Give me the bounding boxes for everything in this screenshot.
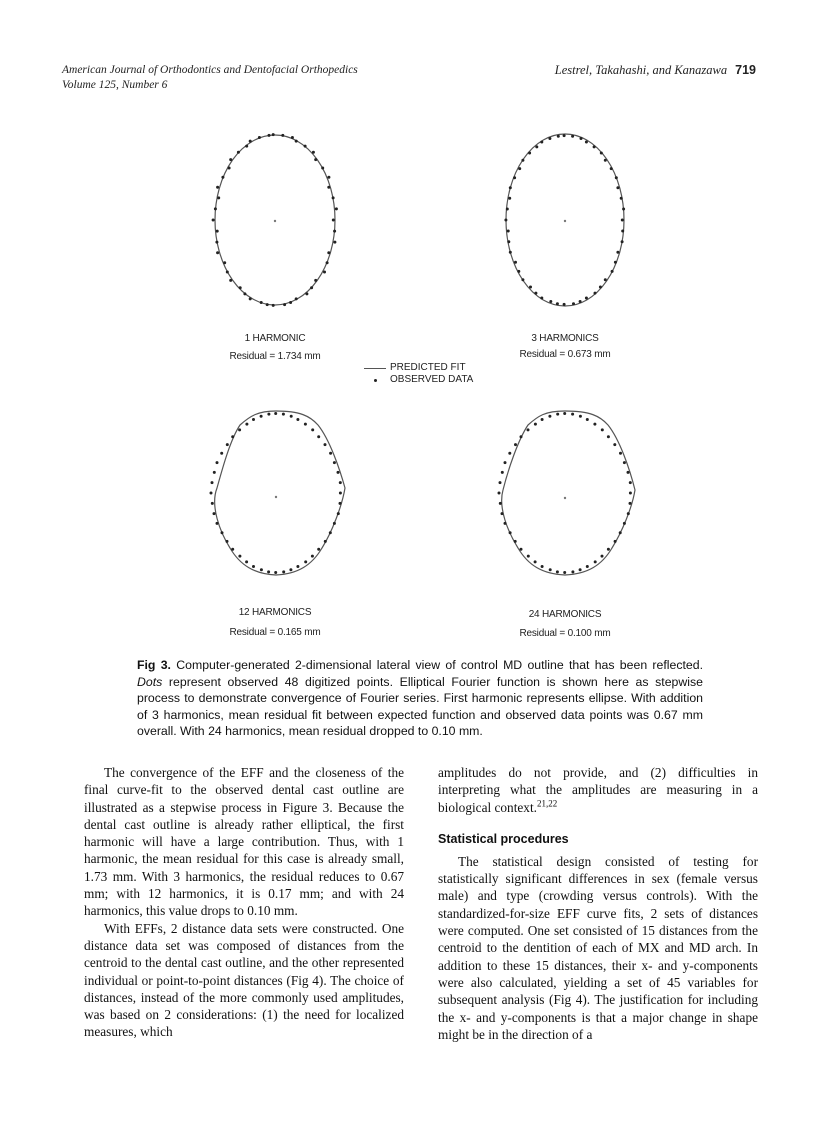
left-column bbox=[84, 764, 404, 1041]
panel-3-residual: Residual = 0.673 mm bbox=[519, 349, 611, 360]
citation: 21,22 bbox=[536, 798, 558, 809]
paragraph: With EFFs, 2 distance data sets were constructed. One distance data set was composed of distances from the centroid to the dental cast outline, and the other represented individual or point-to-point distances (Fig 4). The choice of distances, instead of the more commonly used amplitudes, was based on 2 considerations: (1) the need for localized measures, which bbox=[84, 920, 404, 1040]
paragraph-text: amplitudes do not provide, and (2) difficulties in interpreting what the amplitudes are measuring in a biological context. bbox=[438, 765, 758, 815]
figure-caption bbox=[137, 657, 703, 740]
caption-label: Fig 3. bbox=[137, 658, 171, 672]
authors: Lestrel, Takahashi, and Kanazawa bbox=[554, 63, 728, 77]
panel-12-harmonics bbox=[215, 411, 345, 575]
panel-12-title: 12 HARMONICS bbox=[238, 607, 312, 618]
paragraph bbox=[438, 764, 758, 816]
section-heading: Statistical procedures bbox=[438, 831, 569, 846]
legend-observed-data: OBSERVED DATA bbox=[390, 374, 474, 385]
panel-1-residual: Residual = 1.734 mm bbox=[229, 351, 321, 362]
figure-legend bbox=[360, 362, 473, 386]
panel-24-title: 24 HARMONICS bbox=[528, 609, 602, 620]
panel-12-residual: Residual = 0.165 mm bbox=[229, 627, 321, 638]
legend-predicted-fit: PREDICTED FIT bbox=[390, 362, 466, 373]
panel-24-residual: Residual = 0.100 mm bbox=[519, 628, 611, 639]
caption-text-2: represent observed 48 digitized points. Elliptical Fourier function is shown here as stepwise process to demonstrate convergence of Fourier series. First harmonic represents ellipse. With addition of 3 harmonics, mean residual fit between expected function and observed data points was 0.67 mm overall. With 24 harmonics, mean residual dropped to 0.10 mm. bbox=[137, 674, 703, 738]
panel-1-title: 1 HARMONIC bbox=[244, 333, 306, 344]
page-number: 719 bbox=[735, 63, 756, 77]
panel-3-title: 3 HARMONICS bbox=[531, 333, 599, 344]
right-column bbox=[438, 764, 758, 1043]
caption-text-1: Computer-generated 2-dimensional lateral view of control MD outline that has been reflected. bbox=[170, 658, 703, 672]
dot-icon bbox=[374, 379, 377, 382]
paragraph: The convergence of the EFF and the closeness of the final curve-fit to the observed dental cast outline are illustrated as a stepwise process in Figure 3. Because the dental cast outline is already rather elliptical, the first harmonic will have a large contribution. Thus, with 1 harmonic, the mean residual for this case is already small, 1.73 mm. With 3 harmonics, the residual reduces to 0.67 mm; with 12 harmonics, it is 0.17 mm; and with 24 harmonics, this value drops to 0.10 mm. bbox=[84, 765, 404, 919]
journal-volume: Volume 125, Number 6 bbox=[62, 79, 168, 91]
caption-italic: Dots bbox=[137, 674, 163, 689]
line-icon bbox=[364, 368, 386, 369]
journal-title: American Journal of Orthodontics and Dentofacial Orthopedics bbox=[62, 64, 358, 76]
paragraph: The statistical design consisted of testing for statistically significant differences in sex (female versus male) and type (crowding versus controls). With the standardized-for-size EFF curve fits, 2 sets of distances were computed. One set consisted of 15 distances from the centroid to the dentition of each of MX and MD arch. In addition to these 15 distances, their x- and y-components were also calculated, yielding a set of 45 variables for subsequent analysis (Fig 4). The justification for including the x- and y-components is that a major change in shape might be in the direction of a bbox=[438, 853, 758, 1042]
